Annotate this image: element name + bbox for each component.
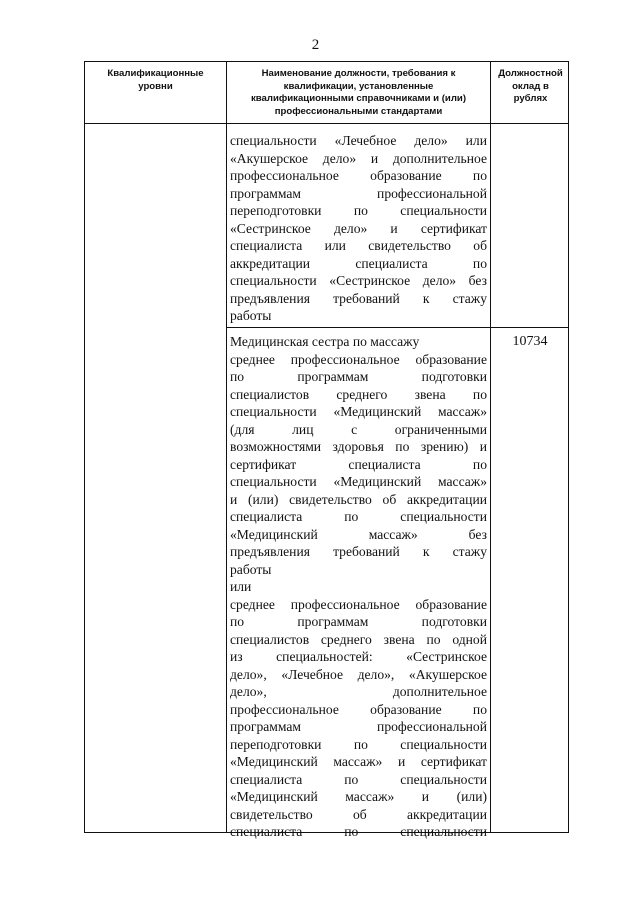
text-line: специальности «Лечебное дело» или xyxy=(230,133,487,148)
header-line: уровни xyxy=(138,80,173,92)
text-line: специалиста по специальности xyxy=(230,771,487,787)
row-1-requirements xyxy=(230,132,487,325)
header-line: квалификационными справочниками и (или) xyxy=(250,93,467,104)
text-line: из специальностей: «Сестринское xyxy=(230,649,487,664)
text-line: работы xyxy=(230,561,272,577)
header-line: оклад в рублях xyxy=(512,80,549,104)
text-line: специалистов среднего звена по xyxy=(230,386,487,402)
text-line: «Медицинский массаж» и сертификат xyxy=(230,754,487,769)
text-line: специальности «Медицинский массаж» xyxy=(230,404,487,419)
header-line: Квалификационные xyxy=(107,68,204,79)
text-line: по программам подготовки xyxy=(230,614,487,629)
text-line: «Медицинский массаж» и (или) xyxy=(230,789,487,804)
column-divider-1 xyxy=(226,62,227,832)
row-2-salary: 10734 xyxy=(512,334,548,349)
header-line: квалификации, установленные xyxy=(283,80,434,92)
header-line: Должностной xyxy=(498,68,563,79)
header-qualification-levels xyxy=(89,68,222,93)
text-line: предъявления требований к стажу xyxy=(230,544,487,559)
text-line: дело», «Лечебное дело», «Акушерское xyxy=(230,666,487,682)
text-line: «Акушерское дело» и дополнительное xyxy=(230,150,487,166)
text-line: свидетельство об аккредитации xyxy=(230,806,487,822)
header-line: профессиональными стандартами xyxy=(274,105,443,117)
text-line: специалистов среднего звена по одной xyxy=(230,631,487,647)
text-line: Медицинская сестра по массажу xyxy=(230,334,420,349)
text-line: профессиональное образование по xyxy=(230,701,487,717)
text-line: профессиональное образование по xyxy=(230,168,487,183)
text-line: возможностями здоровья по зрению) и xyxy=(230,439,487,454)
header-divider xyxy=(85,123,568,124)
header-line: Наименование должности, требования к xyxy=(261,68,456,79)
text-line: переподготовки по специальности xyxy=(230,203,487,218)
row-divider xyxy=(226,327,568,328)
text-line: работы xyxy=(230,308,272,323)
text-line: и (или) свидетельство об аккредитации xyxy=(230,491,487,507)
text-line: «Медицинский массаж» без xyxy=(230,526,487,542)
text-line: специальности «Медицинский массаж» xyxy=(230,474,487,489)
text-line: среднее профессиональное образование xyxy=(230,351,487,367)
column-divider-2 xyxy=(490,62,491,832)
text-line: по программам подготовки xyxy=(230,369,487,384)
header-position-requirements xyxy=(231,68,486,118)
page-number: 2 xyxy=(311,37,320,53)
text-line: аккредитации специалиста по xyxy=(230,255,487,271)
text-line: сертификат специалиста по xyxy=(230,456,487,472)
text-line: специалиста или свидетельство об xyxy=(230,238,487,253)
qualification-table xyxy=(84,61,569,839)
text-line: (для лиц с ограниченными xyxy=(230,421,487,437)
text-line: программам профессиональной xyxy=(230,719,487,734)
text-line: специальности «Сестринское дело» без xyxy=(230,273,487,288)
row-2-requirements xyxy=(230,333,487,841)
text-line: «Сестринское дело» и сертификат xyxy=(230,220,487,236)
text-line: предъявления требований к стажу xyxy=(230,290,487,306)
text-line: среднее профессиональное образование xyxy=(230,596,487,612)
text-line: или xyxy=(230,579,252,594)
text-line: специалиста по специальности xyxy=(230,824,487,839)
text-line: программам профессиональной xyxy=(230,185,487,201)
header-salary xyxy=(494,68,567,106)
text-line: переподготовки по специальности xyxy=(230,736,487,752)
text-line: дело», дополнительное xyxy=(230,684,487,699)
text-line: специалиста по специальности xyxy=(230,509,487,524)
